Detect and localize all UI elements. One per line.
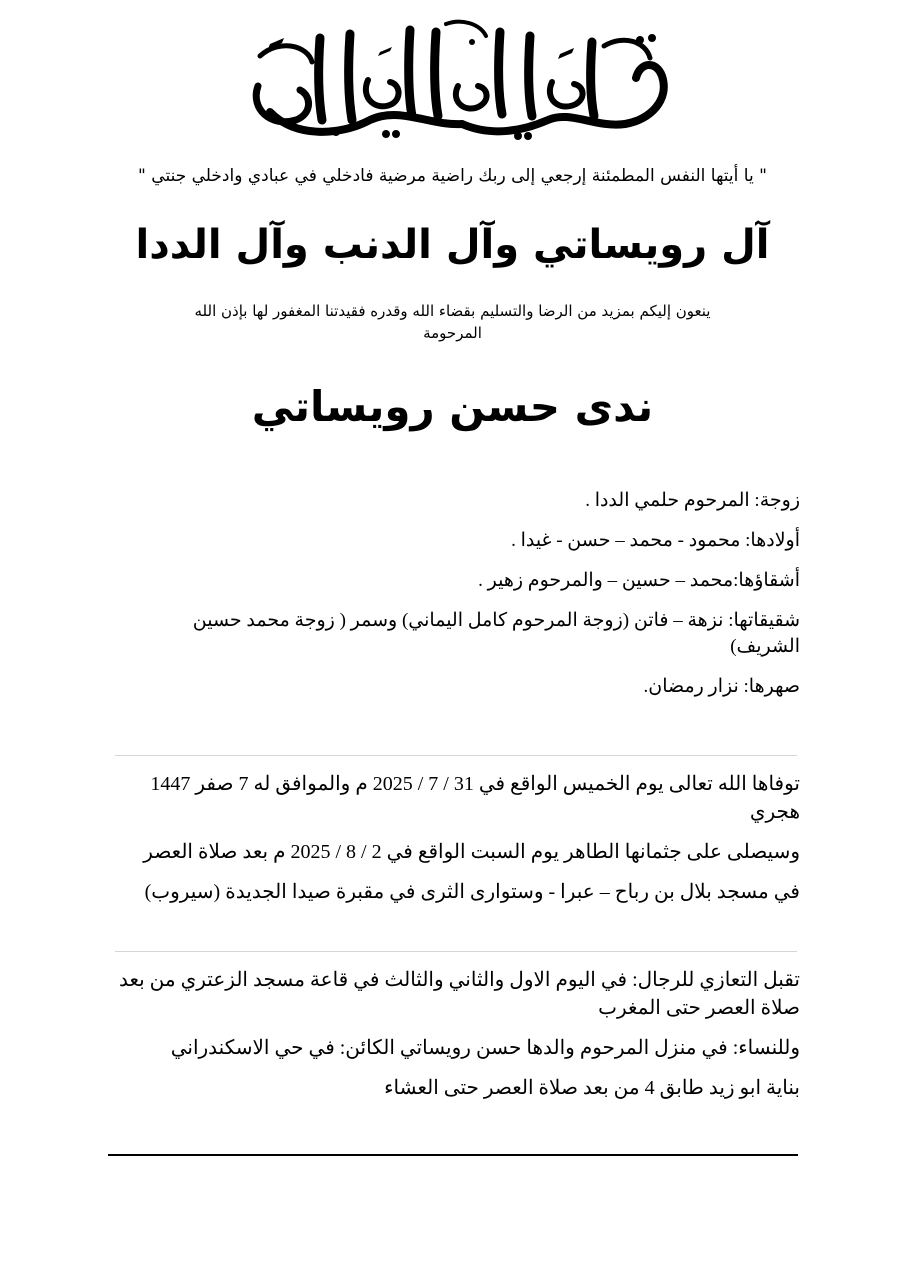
death-date-line-continued: هجري	[749, 801, 800, 823]
husband-line: زوجة: المرحوم حلمي الددا .	[585, 490, 800, 511]
children-line: أولادها: محمود - محمد – حسن - غيدا .	[511, 530, 800, 551]
prayer-line: وسيصلى على جثمانها الطاهر يوم السبت الواقع في 2 / 8 / 2025 م بعد صلاة العصر	[143, 841, 800, 863]
deceased-name: ندى حسن رويساتي	[251, 382, 654, 431]
death-date-line: توفاها الله تعالى يوم الخميس الواقع في 31 / 7 / 2025 م والموافق له 7 صفر 1447	[150, 773, 800, 795]
intro-line: المرحومة	[423, 324, 482, 342]
families-title: آل رويساتي وآل الدنب وآل الددا	[135, 222, 770, 268]
sisters-line-continued: الشريف)	[730, 636, 800, 657]
bottom-rule	[108, 1154, 798, 1156]
announcement-intro	[130, 300, 775, 344]
women-condolences-line: وللنساء: في منزل المرحوم والدها حسن رويساتي الكائن: في حي الاسكندراني	[170, 1037, 800, 1059]
burial-line: في مسجد بلال بن رباح – عبرا - وستوارى الثرى في مقبرة صيدا الجديدة (سيروب)	[144, 881, 800, 903]
sisters-line: شقيقاتها: نزهة – فاتن (زوجة المرحوم كامل اليماني) وسمر ( زوجة محمد حسين	[192, 610, 800, 631]
section-divider	[115, 755, 797, 756]
men-condolences-line-continued: صلاة العصر حتى المغرب	[598, 997, 800, 1019]
quran-verse: " يا أيتها النفس المطمئنة إرجعي إلى ربك راضية مرضية فادخلي في عبادي وادخلي جنتي "	[138, 166, 767, 186]
calligraphy-logo	[200, 16, 700, 146]
section-divider	[115, 951, 797, 952]
condolence-details	[110, 966, 800, 1102]
men-condolences-line: تقبل التعازي للرجال: في اليوم الاول والثاني والثالث في قاعة مسجد الزعتري من بعد	[118, 969, 800, 991]
funeral-details	[110, 770, 800, 906]
intro-line: ينعون إليكم بمزيد من الرضا والتسليم بقضاء الله وقدره فقيدتنا المغفور لها بإذن الله	[194, 302, 711, 320]
calligraphy-heading	[200, 16, 700, 146]
brothers-line: أشقاؤها:محمد – حسين – والمرحوم زهير .	[478, 570, 800, 591]
relatives-list	[110, 488, 800, 700]
in-law-line: صهرها: نزار رمضان.	[643, 676, 800, 697]
women-address-line: بناية ابو زيد طابق 4 من بعد صلاة العصر حتى العشاء	[384, 1077, 800, 1099]
